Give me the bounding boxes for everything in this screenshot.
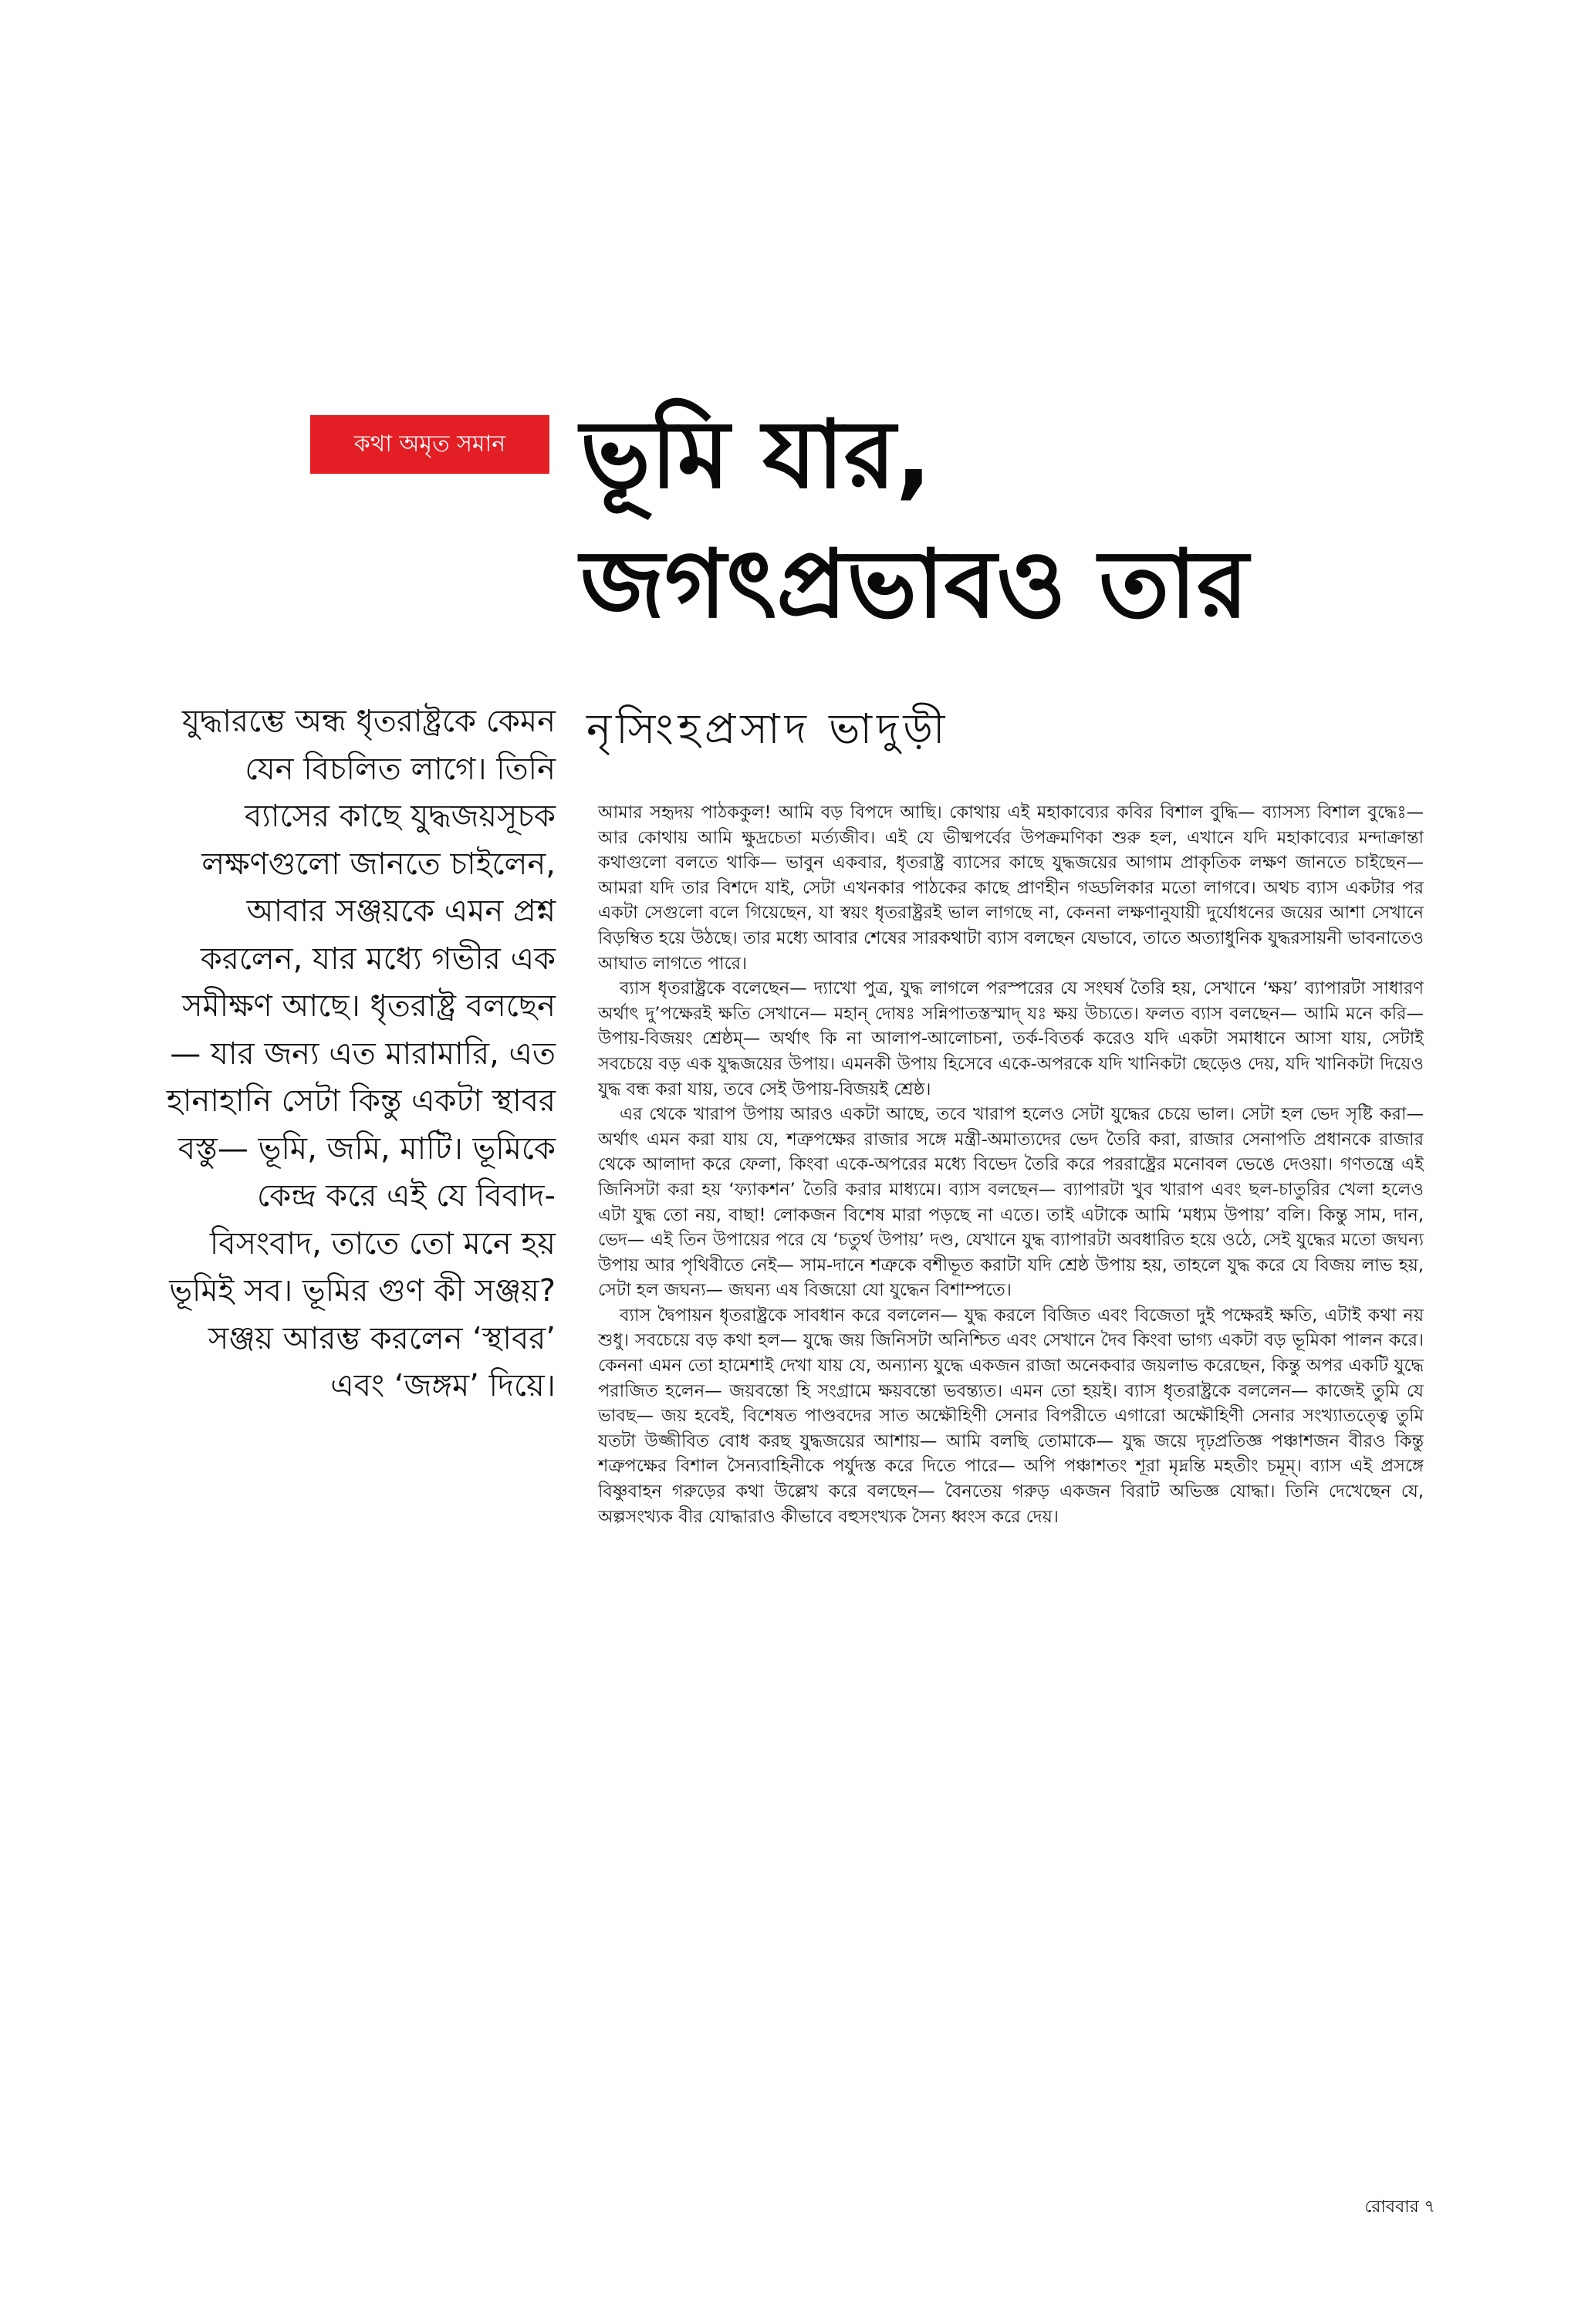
page-folio: রোববার ৭ (1364, 2197, 1435, 2217)
body-paragraph-3: এর থেকে খারাপ উপায় আরও একটা আছে, তবে খারাপ হলেও সেটা যুদ্ধের চেয়ে ভাল। সেটা হল ভেদ সৃষ্টি করা— অর্থাৎ এমন করা যায় যে, শত্রুপক্ষের রাজার সঙ্গে মন্ত্রী-অমাত্যদের ভেদ তৈরি করা, রাজার সেনাপতি প্রধানকে রাজার থেকে আলাদা করে ফেলা, কিংবা একে-অপরের মধ্যে বিভেদ তৈরি করে পররাষ্ট্রের মনোবল ভেঙে দেওয়া। গণতন্ত্রে এই জিনিসটা করা হয় ‘ফ্যাকশন’ তৈরি করার মাধ্যমে। ব্যাস বলছেন— ব্যাপারটা খুব খারাপ এবং ছল-চাতুরির খেলা হলেও এটা যুদ্ধ তো নয়, বাছা! লোকজন বিশেষ মারা পড়ছে না এতে। তাই এটাকে আমি ‘মধ্যম উপায়’ বলি। কিন্তু সাম, দান, ভেদ— এই তিন উপায়ের পরে যে ‘চতুর্থ উপায়’ দণ্ড, যেখানে যুদ্ধ ব্যাপারটা অবধারিত হয়ে ওঠে, সেই যুদ্ধের মতো জঘন্য উপায় আর পৃথিবীতে নেই— সাম-দানে শত্রুকে বশীভূত করাটা যদি শ্রেষ্ঠ উপায় হয়, তাহলে যুদ্ধ করে যে বিজয় লাভ হয়, সেটা হল জঘন্য— জঘন্য এষ বিজয়ো যো যুদ্ধেন বিশাম্পতে। (598, 1104, 1424, 1301)
body-paragraph-4: ব্যাস দ্বৈপায়ন ধৃতরাষ্ট্রকে সাবধান করে বললেন— যুদ্ধ করলে বিজিত এবং বিজেতা দুই পক্ষেরই ক্ষতি, এটাই কথা নয় শুধু। সবচেয়ে বড় কথা হল— যুদ্ধে জয় জিনিসটা অনিশ্চিত এবং সেখানে দৈব কিংবা ভাগ্য একটা বড় ভূমিকা পালন করে। কেননা এমন তো হামেশাই দেখা যায় যে, অন্যান্য যুদ্ধে একজন রাজা অনেকবার জয়লাভ করেছেন, কিন্তু অপর একটি যুদ্ধে পরাজিত হলেন— জয়বন্তো হি সংগ্রামে ক্ষয়বন্তো ভবন্ত্যত। এমন তো হয়ই। ব্যাস ধৃতরাষ্ট্রকে বললেন— কাজেই তুমি যে ভাবছ— জয় হবেই, বিশেষত পাণ্ডবদের সাত অক্ষৌহিণী সেনার বিপরীতে এগারো অক্ষৌহিণী সেনার সংখ্যাতত্ত্বে তুমি যতটা উজ্জীবিত বোধ করছ যুদ্ধজয়ের আশায়— আমি বলছি তোমাকে— যুদ্ধ জয়ে দৃঢ়প্রতিজ্ঞ পঞ্চাশজন বীরও কিন্তু শত্রুপক্ষের বিশাল সৈন্যবাহিনীকে পর্যুদস্ত করে দিতে পারে— অপি পঞ্চাশতং শূরা মৃদ্নন্তি মহতীং চমূম্। ব্যাস এই প্রসঙ্গে বিষ্ণুবাহন গরুড়ের কথা উল্লেখ করে বলছেন— বৈনতেয় গরুড় একজন বিরাট অভিজ্ঞ যোদ্ধা। তিনি দেখেছেন যে, অল্পসংখ্যক বীর যোদ্ধারাও কীভাবে বহুসংখ্যক সৈন্য ধ্বংস করে দেয়। (598, 1305, 1424, 1527)
headline-line-2: জগৎপ্রভাবও তার (580, 529, 1249, 639)
body-paragraph-1: আমার সহৃদয় পাঠককুল! আমি বড় বিপদে আছি। কোথায় এই মহাকাব্যের কবির বিশাল বুদ্ধি— ব্যাসস্য বিশাল বুদ্ধেঃ— আর কোথায় আমি ক্ষুদ্রচেতা মর্ত্যজীব। এই যে ভীষ্মপর্বের উপক্রমণিকা শুরু হল, এখানে যদি মহাকাব্যের মন্দাক্রান্তা কথাগুলো বলতে থাকি— ভাবুন একবার, ধৃতরাষ্ট্র ব্যাসের কাছে যুদ্ধজয়ের আগাম প্রাকৃতিক লক্ষণ জানতে চাইছেন— আমরা যদি তার বিশদে যাই, সেটা এখনকার পাঠকের কাছে প্রাণহীন গড্ডলিকার মতো লাগবে। অথচ ব্যাস একটার পর একটা সেগুলো বলে গিয়েছেন, যা স্বয়ং ধৃতরাষ্ট্ররই ভাল লাগছে না, কেননা লক্ষণানুযায়ী দুর্যোধনের জয়ের আশা সেখানে বিড়ম্বিত হয়ে উঠছে। তার মধ্যে আবার শেষের সারকথাটা ব্যাস বলছেন যেভাবে, তাতে অত্যাধুনিক যুদ্ধরসায়নী ভাবনাতেও আঘাত লাগতে পারে। (598, 802, 1424, 974)
headline (580, 390, 1583, 649)
pull-quote: যুদ্ধারম্ভে অন্ধ ধৃতরাষ্ট্রকে কেমন যেন বিচলিত লাগে। তিনি ব্যাসের কাছে যুদ্ধজয়সূচক লক্ষণগুলো জানতে চাইলেন, আবার সঞ্জয়কে এমন প্রশ্ন করলেন, যার মধ্যে গভীর এক সমীক্ষণ আছে। ধৃতরাষ্ট্র বলছেন— যার জন্য এত মারামারি, এত হানাহানি সেটা কিন্তু একটা স্থাবর বস্তু— ভূমি, জমি, মাটি। ভূমিকে কেন্দ্র করে এই যে বিবাদ-বিসংবাদ, তাতে তো মনে হয় ভূমিই সব। ভূমির গুণ কী সঞ্জয়? সঞ্জয় আরম্ভ করলেন ‘স্থাবর’ এবং ‘জঙ্গম’ দিয়ে। (166, 704, 556, 1404)
section-badge: কথা অমৃত সমান (310, 415, 549, 474)
body-paragraph-2: ব্যাস ধৃতরাষ্ট্রকে বলেছেন— দ্যাখো পুত্র, যুদ্ধ লাগলে পরস্পরের যে সংঘর্ষ তৈরি হয়, সেখানে ‘ক্ষয়’ ব্যাপারটা সাধারণ অর্থাৎ দু’পক্ষেরই ক্ষতি সেখানে— মহান্ দোষঃ সন্নিপাতস্তস্মাদ্ যঃ ক্ষয় উচ্যতে। ফলত ব্যাস বলছেন— আমি মনে করি— উপায়-বিজয়ং শ্রেষ্ঠম্— অর্থাৎ কি না আলাপ-আলোচনা, তর্ক-বিতর্ক করেও যদি একটা সমাধানে আসা যায়, সেটাই সবচেয়ে বড় এক যুদ্ধজয়ের উপায়। এমনকী উপায় হিসেবে একে-অপরকে যদি খানিকটা ছেড়েও দেয়, যদি খানিকটা দিয়েও যুদ্ধ বন্ধ করা যায়, তবে সেই উপায়-বিজয়ই শ্রেষ্ঠ। (598, 978, 1424, 1100)
headline-line-1: ভূমি যার, (580, 400, 932, 509)
article-body (598, 800, 1424, 1529)
author-byline: নৃসিংহপ্রসাদ ভাদুড়ী (586, 704, 950, 753)
